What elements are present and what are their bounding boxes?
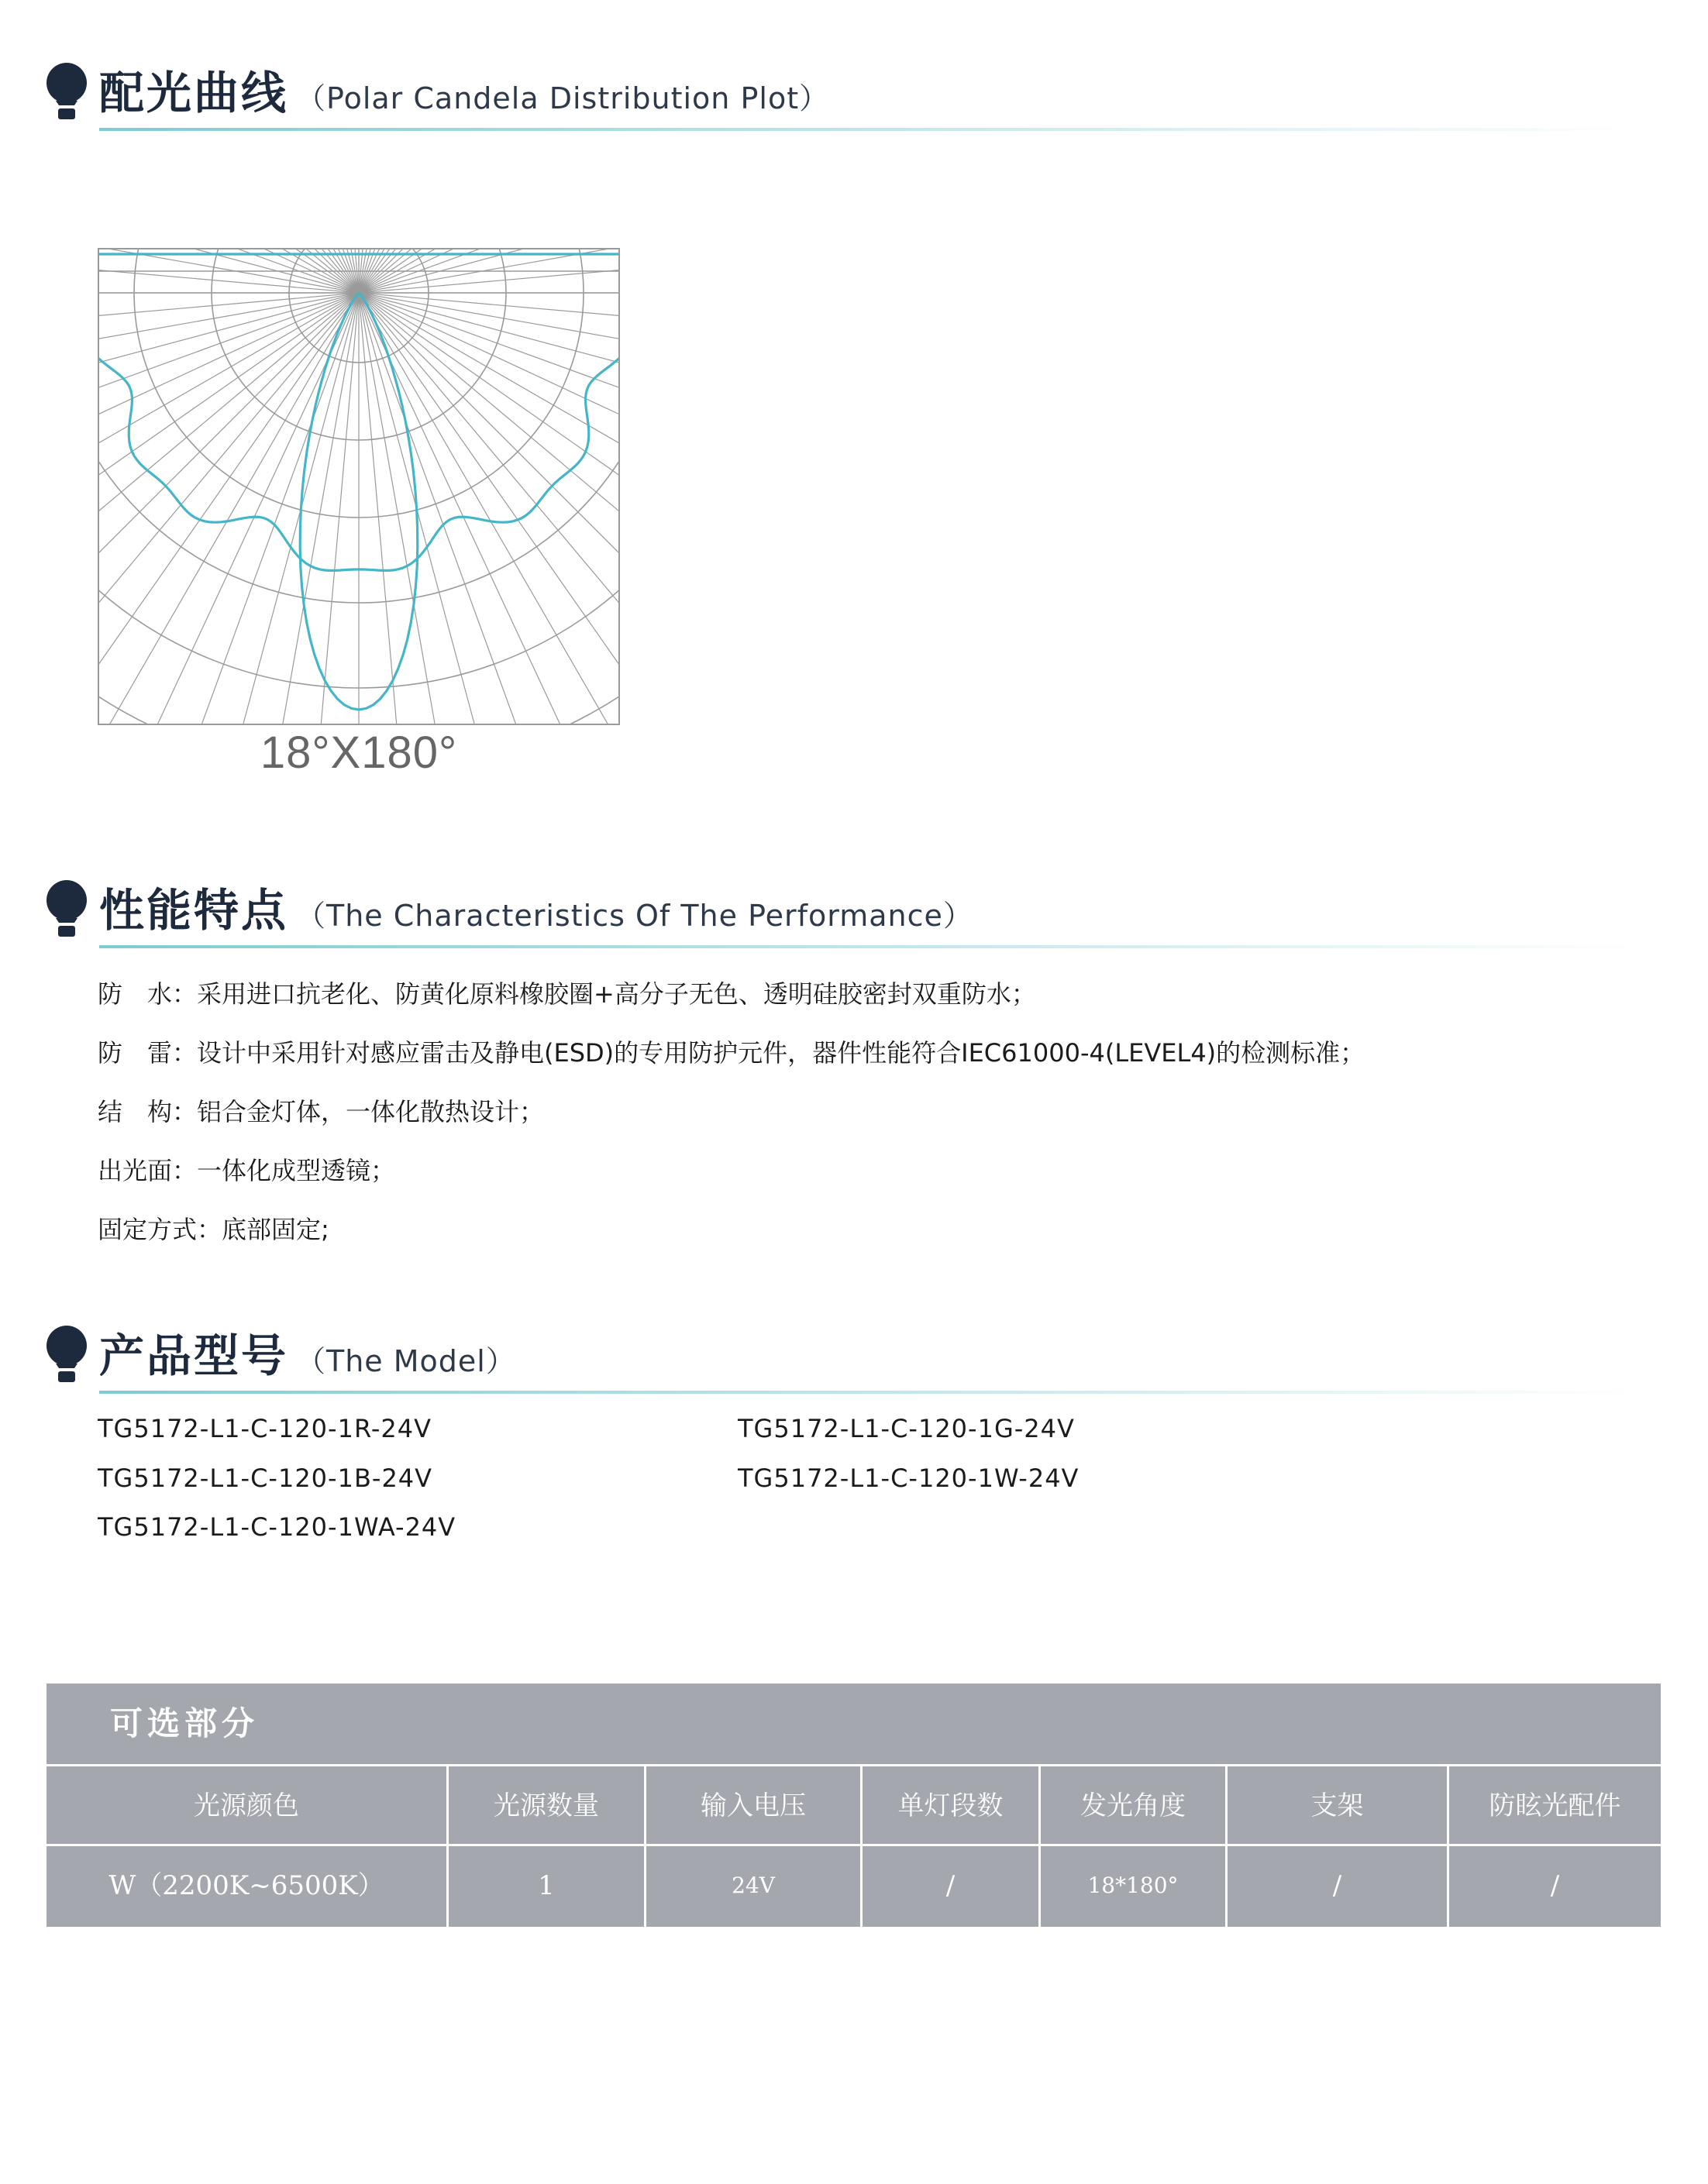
table-cell-input-voltage: 24V: [732, 1873, 775, 1898]
model-number: TG5172-L1-C-120-1W-24V: [738, 1463, 1080, 1493]
section-title: 性能特点 （The Characteristics Of The Performance）: [99, 884, 973, 937]
performance-list: [98, 965, 1648, 1259]
polar-grid-spoke: [98, 293, 359, 641]
bulb-icon: [45, 1325, 88, 1384]
options-table-grid: [46, 1764, 1661, 1927]
polar-grid-spoke: [98, 293, 359, 693]
table-header-input-voltage: 输入电压: [701, 1790, 806, 1821]
table-header-light-color: 光源颜色: [194, 1790, 299, 1821]
options-table: [46, 1684, 1661, 1927]
performance-item-lightning: 防 雷：设计中采用针对感应雷击及静电(ESD)的专用防护元件，器件性能符合IEC61000-4(LEVEL4)的检测标准；: [98, 1038, 1365, 1068]
model-number: TG5172-L1-C-120-1R-24V: [98, 1414, 432, 1443]
polar-plot-caption: 18°X180°: [260, 727, 458, 778]
table-cell-light-count: 1: [538, 1870, 555, 1901]
model-number: TG5172-L1-C-120-1B-24V: [98, 1463, 433, 1493]
bulb-icon: [45, 879, 88, 938]
section-subtitle: （The Characteristics Of The Performance）: [296, 899, 973, 933]
section-title: 产品型号 （The Model）: [99, 1329, 516, 1382]
section-rule: [99, 128, 1641, 131]
options-table-title: 可选部分: [110, 1704, 260, 1742]
polar-grid-spoke: [98, 293, 359, 353]
section-header-model: [45, 1325, 1641, 1395]
table-header-beam-angle: 发光角度: [1080, 1790, 1186, 1821]
polar-plot-svg: [98, 248, 620, 725]
polar-grid: [98, 248, 620, 725]
section-header-performance: [45, 879, 1641, 949]
table-cell-bracket: /: [1332, 1870, 1342, 1901]
polar-grid-spoke: [359, 293, 620, 641]
performance-item-waterproof: 防 水：采用进口抗老化、防黄化原料橡胶圈+高分子无色、透明硅胶密封双重防水；: [98, 979, 1036, 1009]
performance-item-mounting: 固定方式：底部固定;: [98, 1215, 329, 1244]
table-cell-segments: /: [945, 1870, 956, 1901]
table-header-light-count: 光源数量: [494, 1790, 599, 1821]
section-title: 配光曲线 （Polar Candela Distribution Plot）: [99, 67, 830, 119]
performance-item-lens: 出光面：一体化成型透镜；: [98, 1156, 396, 1185]
polar-grid-spoke: [359, 293, 620, 693]
table-cell-light-color: W（2200K~6500K）: [108, 1870, 384, 1901]
polar-grid-spoke: [359, 293, 620, 353]
section-subtitle: （Polar Candela Distribution Plot）: [296, 81, 830, 115]
bulb-icon: [45, 62, 88, 121]
polar-grid-spoke: [120, 293, 359, 725]
table-header-bracket: 支架: [1310, 1790, 1364, 1821]
polar-grid-spoke: [359, 293, 597, 725]
polar-plot: [98, 248, 620, 725]
section-header-polar: [45, 62, 1641, 132]
model-number: TG5172-L1-C-120-1WA-24V: [98, 1512, 456, 1542]
section-rule: [99, 1391, 1641, 1394]
table-header-anti-glare: 防眩光配件: [1489, 1790, 1621, 1821]
section-rule: [99, 945, 1641, 948]
section-subtitle: （The Model）: [296, 1344, 516, 1378]
performance-item-structure: 结 构：铝合金灯体，一体化散热设计；: [98, 1097, 545, 1126]
table-cell-anti-glare: /: [1550, 1870, 1560, 1901]
table-header-segments: 单灯段数: [897, 1790, 1004, 1821]
model-number: TG5172-L1-C-120-1G-24V: [738, 1414, 1075, 1443]
table-cell-beam-angle: 18*180°: [1087, 1873, 1179, 1898]
